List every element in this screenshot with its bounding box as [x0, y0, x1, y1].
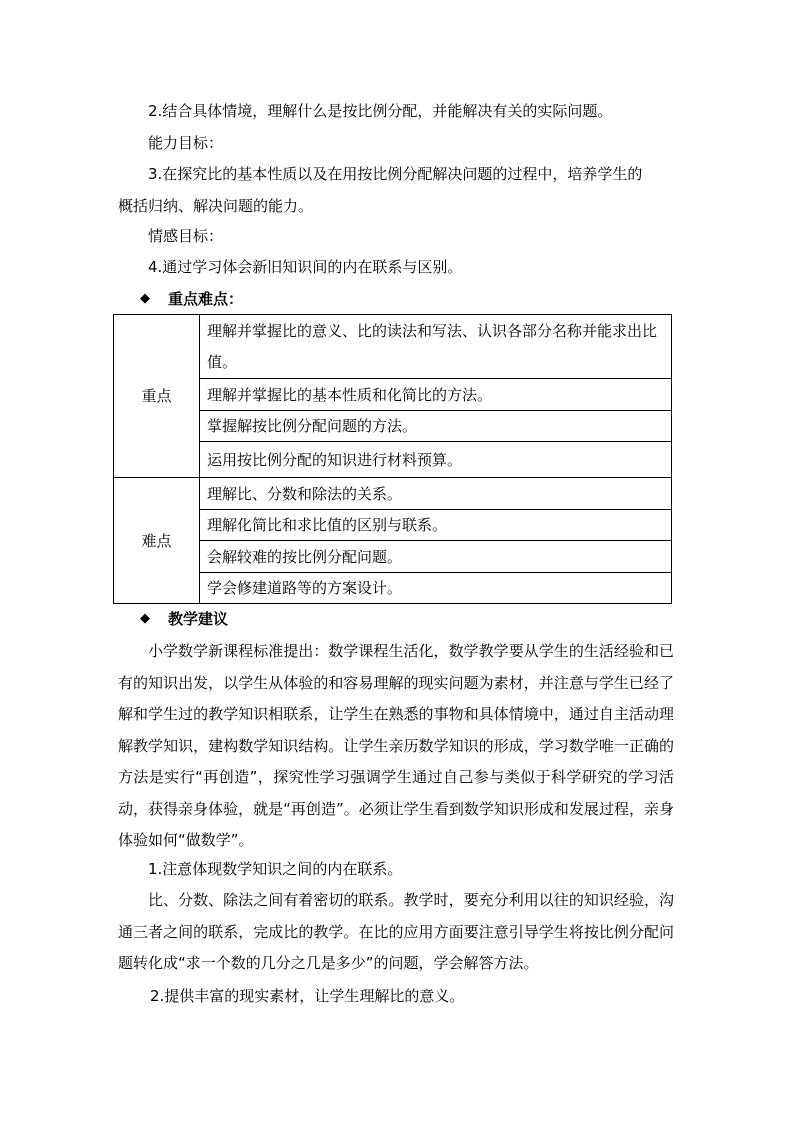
teaching-heading: 教学建议 [168, 610, 229, 628]
point-2-heading: 2.提供丰富的现实素材，让学生理解比的意义。 [150, 987, 465, 1005]
emotion-heading: 情感目标： [148, 227, 224, 245]
goal-3-line2: 概括归纳、解决问题的能力。 [118, 197, 314, 215]
difficult-row-4: 学会修建道路等的方案设计。 [200, 573, 672, 604]
key-points-table [113, 314, 672, 604]
table-row [114, 315, 672, 379]
key-row-4: 运用按比例分配的知识进行材料预算。 [200, 442, 672, 478]
bullet-diamond-icon: ◆ [140, 291, 150, 306]
difficult-row-3: 会解较难的按比例分配问题。 [200, 541, 672, 573]
key-row-2: 理解并掌握比的基本性质和化简比的方法。 [200, 379, 672, 411]
goal-4-text: 4.通过学习体会新旧知识间的内在联系与区别。 [148, 258, 463, 276]
point-1-heading: 1.注意体现数学知识之间的内在联系。 [148, 860, 403, 878]
ability-heading: 能力目标： [148, 134, 224, 152]
difficult-row-1: 理解比、分数和除法的关系。 [200, 478, 672, 510]
key-row-1: 理解并掌握比的意义、比的读法和写法、认识各部分名称并能求出比值。 [200, 315, 672, 379]
key-row-3: 掌握解按比例分配问题的方法。 [200, 411, 672, 442]
key-label: 重点 [114, 315, 200, 478]
point-1-paragraph: 比、分数、除法之间有着密切的联系。教学时，要充分利用以往的知识经验，沟通三者之间的联系，完成比的教学。在比的应用方面要注意引导学生将按比例分配问题转化成“求一个数的几分之几是多少”的问题，学会解答方法。 [118, 891, 674, 972]
table-row [114, 478, 672, 510]
teaching-paragraph: 小学数学新课程标准提出：数学课程生活化，数学教学要从学生的生活经验和已有的知识出发，以学生从体验的和容易理解的现实问题为素材，并注意与学生已经了解和学生过的教学知识相联系，让学生在熟悉的事物和具体情境中，通过自主活动理解教学知识，建构数学知识结构。让学生亲历数学知识的形成，学习数学唯一正确的方法是实行“再创造”，探究性学习强调学生通过自己参与类似于科学研究的学习活动，获得亲身体验，就是“再创造”。必须让学生看到数学知识形成和发展过程，亲身体验如何“做数学”。 [118, 642, 674, 849]
key-points-heading: 重点难点： [168, 290, 244, 308]
difficult-label: 难点 [114, 478, 200, 604]
difficult-row-2: 理解化简比和求比值的区别与联系。 [200, 510, 672, 541]
bullet-diamond-icon: ◆ [140, 611, 150, 626]
goal-3-line1: 3.在探究比的基本性质以及在用按比例分配解决问题的过程中，培养学生的 [148, 165, 643, 183]
goal-2-text: 2.结合具体情境，理解什么是按比例分配，并能解决有关的实际问题。 [148, 102, 613, 120]
